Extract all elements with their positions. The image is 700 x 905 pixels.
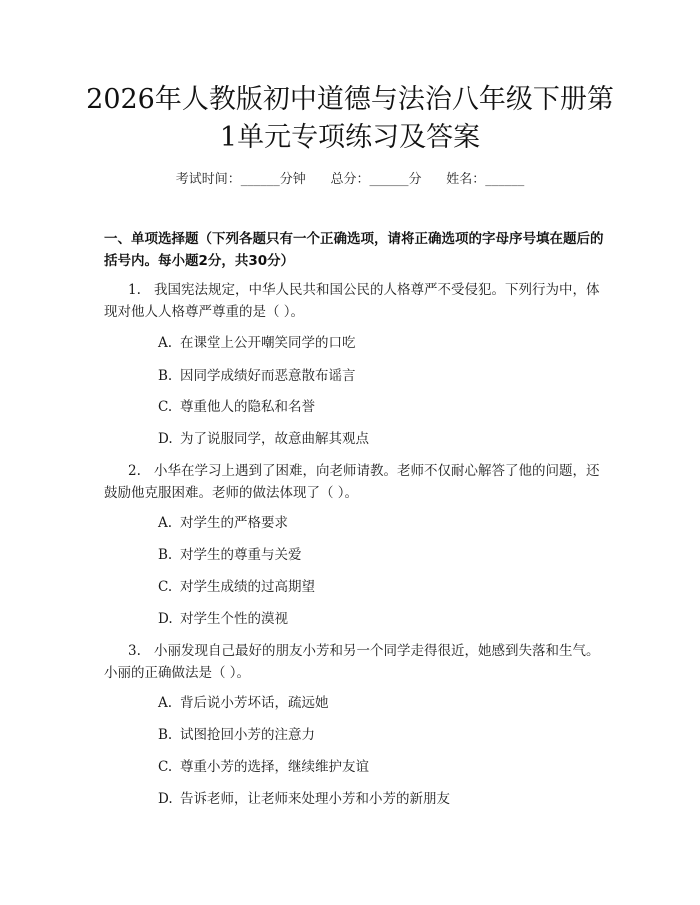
question-3-option-b	[158, 725, 598, 745]
question-2-option-a	[158, 513, 598, 533]
question-number: 3.	[128, 643, 141, 659]
question-text: 小丽发现自己最好的朋友小芳和另一个同学走得很近，她感到失落和生气。小丽的正确做法是（ ）。	[104, 643, 600, 681]
option-text: 对学生的严格要求	[180, 515, 288, 531]
question-text: 小华在学习上遇到了困难，向老师请教。老师不仅耐心解答了他的问题，还鼓励他克服困难。老师的做法体现了（ ）。	[104, 463, 600, 501]
question-3-option-c	[158, 757, 598, 777]
document-title-line-2: 1单元专项练习及答案	[219, 122, 481, 153]
option-text: 背后说小芳坏话，疏远她	[180, 695, 329, 711]
option-text: 试图抢回小芳的注意力	[180, 727, 315, 743]
option-letter: C.	[158, 399, 173, 415]
option-text: 尊重他人的隐私和名誉	[180, 399, 315, 415]
question-1	[104, 279, 604, 323]
option-letter: D.	[158, 611, 173, 627]
option-letter: A.	[158, 515, 173, 531]
option-text: 在课堂上公开嘲笑同学的口吃	[180, 335, 356, 351]
option-text: 告诉老师，让老师来处理小芳和小芳的新朋友	[180, 791, 450, 807]
question-number: 2.	[128, 463, 141, 479]
question-1-option-d	[158, 429, 598, 449]
option-letter: D.	[158, 791, 173, 807]
option-text: 为了说服同学，故意曲解其观点	[180, 431, 369, 447]
option-letter: B.	[158, 547, 173, 563]
option-letter: C.	[158, 579, 173, 595]
option-text: 对学生的尊重与关爱	[180, 547, 302, 563]
option-letter: B.	[158, 368, 173, 384]
option-letter: D.	[158, 431, 173, 447]
question-number: 1.	[128, 282, 141, 298]
question-text: 我国宪法规定，中华人民共和国公民的人格尊严不受侵犯。下列行为中，体现对他人人格尊严尊重的是（ ）。	[104, 282, 600, 320]
option-letter: A.	[158, 695, 173, 711]
option-text: 对学生个性的漠视	[180, 611, 288, 627]
option-letter: A.	[158, 335, 173, 351]
document-title-line-1: 2026年人教版初中道德与法治八年级下册第	[86, 84, 614, 115]
question-2-option-b	[158, 545, 598, 565]
question-2-option-c	[158, 577, 598, 597]
option-text: 尊重小芳的选择，继续维护友谊	[180, 759, 369, 775]
exam-info: 考试时间：______分钟 总分：______分 姓名：______	[175, 172, 525, 187]
question-3	[104, 640, 604, 684]
section-heading: 一、单项选择题（下列各题只有一个正确选项，请将正确选项的字母序号填在题后的括号内。每小题2分，共30分）	[104, 231, 604, 269]
question-2	[104, 460, 604, 504]
option-letter: B.	[158, 727, 173, 743]
question-3-option-a	[158, 693, 598, 713]
question-2-option-d	[158, 609, 598, 629]
question-3-option-d	[158, 789, 598, 809]
question-1-option-c	[158, 397, 598, 417]
option-letter: C.	[158, 759, 173, 775]
question-1-option-a	[158, 333, 598, 353]
option-text: 对学生成绩的过高期望	[180, 579, 315, 595]
question-1-option-b	[158, 366, 598, 386]
option-text: 因同学成绩好而恶意散布谣言	[180, 368, 356, 384]
